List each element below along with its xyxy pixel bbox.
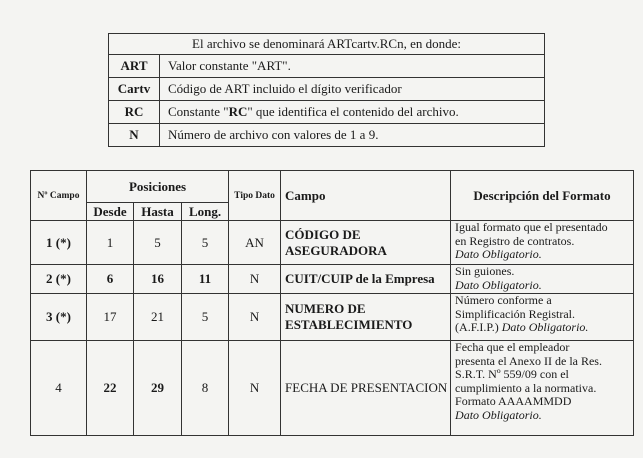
header-desde: Desde: [87, 203, 134, 221]
header-long: Long.: [182, 203, 229, 221]
fields-table: [30, 170, 634, 436]
row-num: 4: [31, 341, 87, 436]
desc-line: en Registro de contratos.: [455, 233, 575, 248]
row-tipo: N: [229, 265, 281, 294]
desc-italic: Dato Obligatorio.: [501, 320, 589, 334]
row-long: 11: [182, 265, 229, 294]
desc-line: Simplificación Registral.: [455, 306, 576, 321]
file-name-row: [109, 124, 545, 147]
file-value: Código de ART incluido el dígito verificador: [160, 78, 545, 101]
row-num: 1 (*): [31, 221, 87, 265]
file-name-row: [109, 78, 545, 101]
row-hasta: 21: [134, 294, 182, 341]
file-key: N: [109, 124, 160, 147]
row-desde: 6: [87, 265, 134, 294]
file-key: Cartv: [109, 78, 160, 101]
file-value: [160, 101, 545, 124]
desc-italic: Dato Obligatorio.: [455, 407, 542, 422]
file-key: ART: [109, 55, 160, 78]
file-value-suffix: " que identifica el contenido del archivo.: [247, 104, 459, 119]
row-hasta: 29: [134, 341, 182, 436]
desc-line: cumplimiento a la normativa.: [455, 380, 597, 395]
row-descripcion: [451, 221, 634, 265]
row-tipo: N: [229, 341, 281, 436]
table-row: [31, 265, 634, 294]
file-name-table: [108, 33, 545, 147]
desc-line: Fecha que el empleador: [455, 340, 570, 354]
file-key: RC: [109, 101, 160, 124]
row-desde: 22: [87, 341, 134, 436]
row-campo: NUMERO DE ESTABLECIMIENTO: [281, 294, 451, 341]
header-campo: Campo: [281, 171, 451, 221]
header-tipo-dato: Tipo Dato: [229, 171, 281, 221]
table-row: [31, 221, 634, 265]
file-value-prefix: Constante ": [168, 104, 229, 119]
file-name-row: [109, 55, 545, 78]
row-campo: CUIT/CUIP de la Empresa: [281, 265, 451, 294]
row-desde: 1: [87, 221, 134, 265]
row-hasta: 16: [134, 265, 182, 294]
header-hasta: Hasta: [134, 203, 182, 221]
desc-italic: Dato Obligatorio.: [455, 277, 542, 292]
table-row: [31, 341, 634, 436]
row-descripcion: [451, 265, 634, 294]
file-name-header: El archivo se denominará ARTcartv.RCn, en donde:: [109, 34, 545, 55]
file-value: Valor constante "ART".: [160, 55, 545, 78]
desc-line: Número conforme a: [455, 293, 552, 307]
row-tipo: N: [229, 294, 281, 341]
header-posiciones: Posiciones: [87, 171, 229, 203]
row-campo: FECHA DE PRESENTACION: [281, 341, 451, 436]
row-num: 3 (*): [31, 294, 87, 341]
desc-line: presenta el Anexo II de la Res.: [455, 353, 602, 368]
row-tipo: AN: [229, 221, 281, 265]
file-value-bold: RC: [228, 104, 248, 119]
row-long: 5: [182, 294, 229, 341]
row-descripcion: [451, 294, 634, 341]
desc-italic: Dato Obligatorio.: [455, 247, 542, 261]
desc-line: Sin guiones.: [455, 264, 515, 278]
row-descripcion: [451, 341, 634, 436]
header-num-campo: Nº Campo: [31, 171, 87, 221]
table-row: [31, 294, 634, 341]
row-desde: 17: [87, 294, 134, 341]
row-long: 8: [182, 341, 229, 436]
desc-line: Igual formato que el presentado: [455, 220, 608, 234]
desc-line: S.R.T. Nº 559/09 con el: [455, 367, 569, 381]
file-value: Número de archivo con valores de 1 a 9.: [160, 124, 545, 147]
row-campo: CÓDIGO DE ASEGURADORA: [281, 221, 451, 265]
header-descripcion: Descripción del Formato: [451, 171, 634, 221]
row-num: 2 (*): [31, 265, 87, 294]
row-hasta: 5: [134, 221, 182, 265]
desc-line: Formato AAAAMMDD: [455, 394, 572, 408]
row-long: 5: [182, 221, 229, 265]
file-name-row: [109, 101, 545, 124]
desc-line-mixed: [455, 321, 633, 335]
desc-prefix: (A.F.I.P.): [455, 320, 502, 334]
